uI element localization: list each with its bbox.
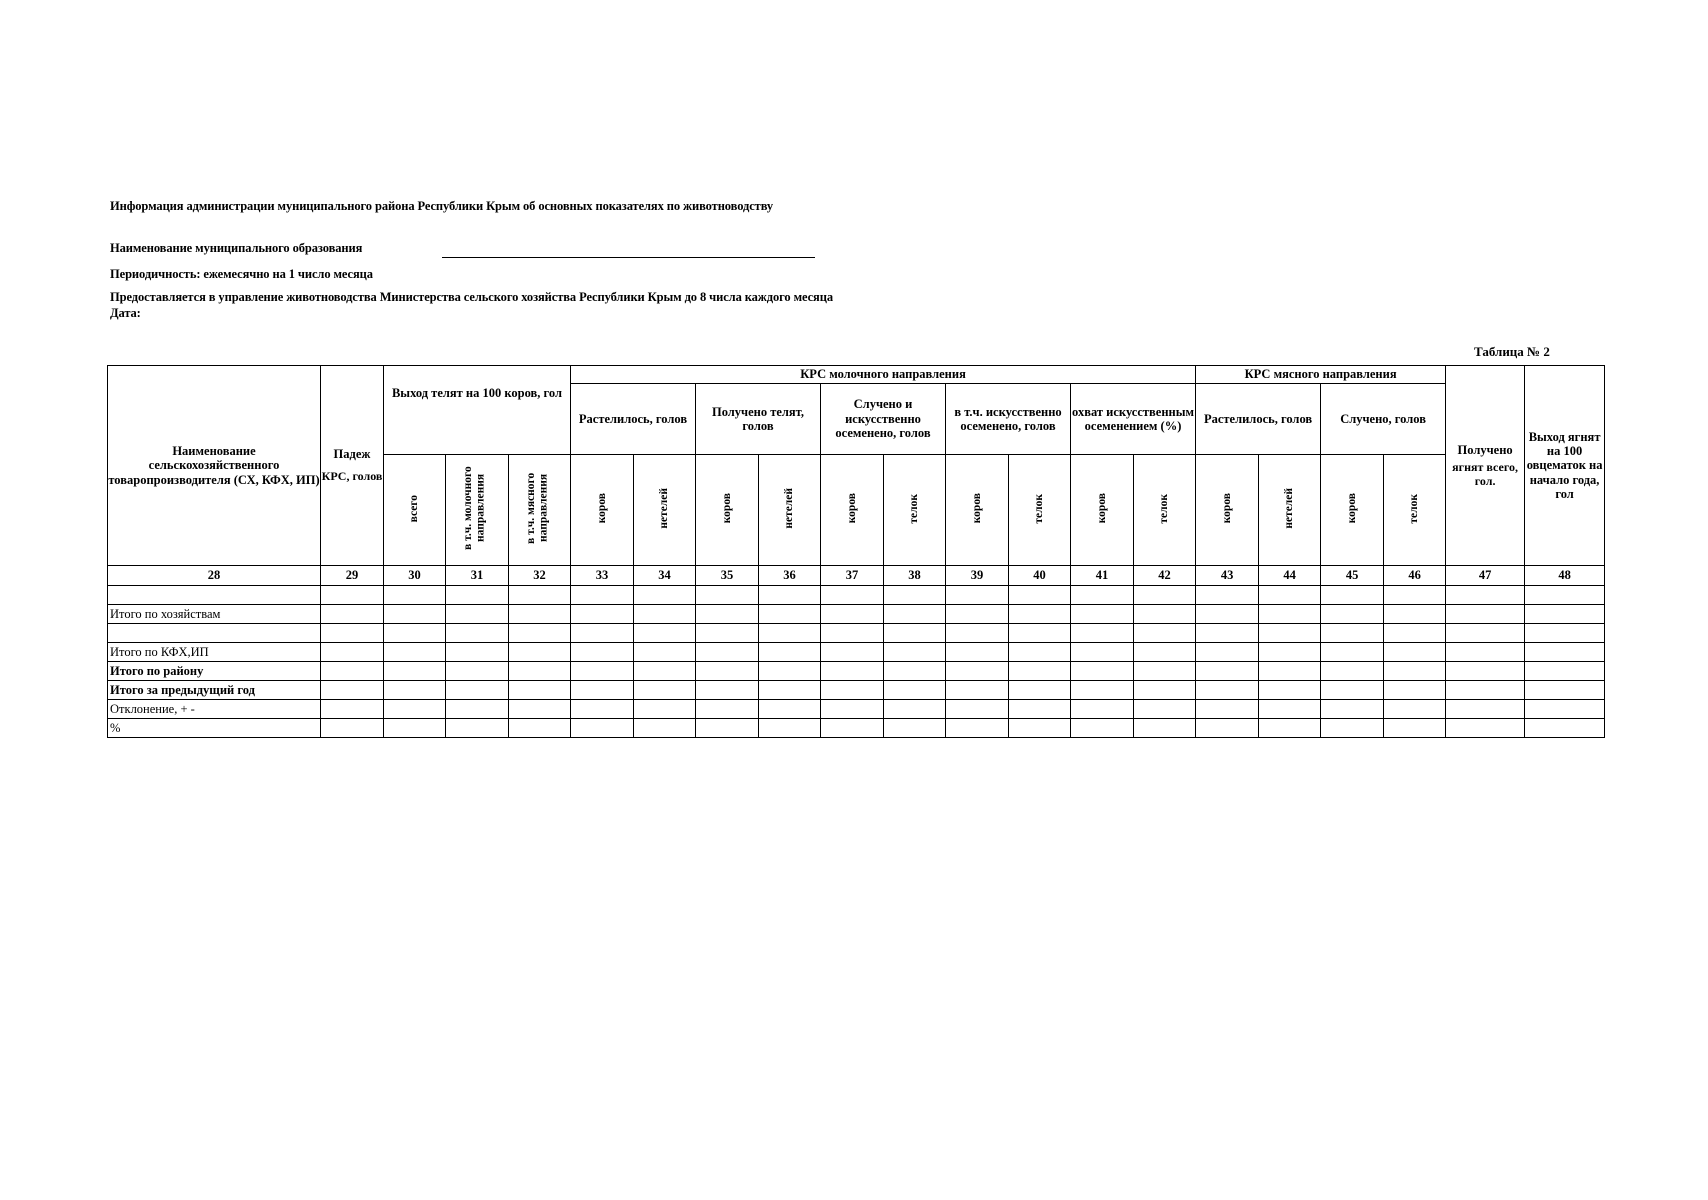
data-cell[interactable] — [1321, 586, 1384, 605]
data-cell[interactable] — [571, 624, 634, 643]
table-row — [108, 605, 1605, 624]
data-cell[interactable] — [696, 624, 759, 643]
data-cell[interactable] — [884, 586, 946, 605]
column-number-cell: 32 — [509, 566, 571, 586]
data-cell[interactable] — [759, 624, 821, 643]
subheader-total — [384, 455, 446, 566]
data-cell[interactable] — [384, 605, 446, 624]
data-cell[interactable] — [1009, 643, 1071, 662]
header-calves-received: Получено телят, голов — [696, 384, 821, 455]
data-cell[interactable] — [946, 643, 1009, 662]
header-producer — [108, 366, 321, 566]
data-cell[interactable] — [821, 643, 884, 662]
data-cell[interactable] — [1134, 624, 1196, 643]
subheader-cows-43 — [1196, 455, 1259, 566]
data-cell[interactable] — [884, 605, 946, 624]
data-cell[interactable] — [1525, 643, 1605, 662]
data-cell[interactable] — [321, 586, 384, 605]
row-label — [108, 586, 321, 605]
data-cell[interactable] — [509, 700, 571, 719]
data-cell[interactable] — [1259, 643, 1321, 662]
data-cell[interactable] — [1321, 662, 1384, 681]
subheader-cows-41 — [1071, 455, 1134, 566]
data-cell[interactable] — [696, 605, 759, 624]
data-cell[interactable] — [1321, 700, 1384, 719]
data-cell[interactable] — [759, 662, 821, 681]
data-cell[interactable] — [1525, 586, 1605, 605]
livestock-table — [107, 365, 1605, 738]
data-cell[interactable] — [1071, 643, 1134, 662]
subheader-cows-text: коров — [970, 493, 983, 524]
column-number-cell: 37 — [821, 566, 884, 586]
subheader-cows-text: коров — [595, 493, 608, 524]
data-cell[interactable] — [634, 700, 696, 719]
data-cell[interactable] — [1321, 624, 1384, 643]
data-cell[interactable] — [1196, 700, 1259, 719]
data-cell[interactable] — [384, 586, 446, 605]
column-number-cell: 36 — [759, 566, 821, 586]
header-incl-artificial: в т.ч. искусственно осеменено, голов — [946, 384, 1071, 455]
data-cell[interactable] — [884, 624, 946, 643]
data-cell[interactable] — [1259, 605, 1321, 624]
subheader-cows-text: коров — [1095, 493, 1108, 524]
data-cell[interactable] — [1071, 624, 1134, 643]
subheader-cows-45 — [1321, 455, 1384, 566]
header-beef-calved: Растелилось, голов — [1196, 384, 1321, 455]
subheader-heifers-text: нетелей — [1283, 487, 1296, 529]
data-cell[interactable] — [571, 605, 634, 624]
subheader-heifers-text: нетелей — [783, 487, 796, 529]
header-calf-yield — [384, 366, 571, 455]
data-cell[interactable] — [696, 700, 759, 719]
data-cell[interactable] — [1259, 586, 1321, 605]
data-cell[interactable] — [321, 605, 384, 624]
data-cell[interactable] — [1259, 624, 1321, 643]
data-cell[interactable] — [1384, 681, 1446, 700]
data-cell[interactable] — [1525, 719, 1605, 738]
data-cell[interactable] — [946, 624, 1009, 643]
header-lambs-line1: Получено — [1457, 442, 1513, 457]
data-cell[interactable] — [1196, 681, 1259, 700]
data-cell[interactable] — [1259, 681, 1321, 700]
data-cell[interactable] — [759, 719, 821, 738]
municipality-name-label: Наименование муниципального образования — [110, 241, 363, 255]
data-cell[interactable] — [384, 681, 446, 700]
column-number-cell: 43 — [1196, 566, 1259, 586]
data-cell[interactable] — [759, 681, 821, 700]
table-row — [108, 624, 1605, 643]
column-number-cell: 40 — [1009, 566, 1071, 586]
data-cell[interactable] — [1259, 719, 1321, 738]
data-cell[interactable] — [946, 662, 1009, 681]
column-number-cell: 35 — [696, 566, 759, 586]
data-cell[interactable] — [509, 643, 571, 662]
subheader-calves-text: телок — [1408, 493, 1421, 524]
subheader-dairy — [446, 455, 509, 566]
column-number-cell: 33 — [571, 566, 634, 586]
data-cell[interactable] — [1009, 662, 1071, 681]
column-number-cell: 38 — [884, 566, 946, 586]
data-cell[interactable] — [1384, 719, 1446, 738]
data-cell[interactable] — [1525, 662, 1605, 681]
subheader-heifers-34 — [634, 455, 696, 566]
column-number-cell: 47 — [1446, 566, 1525, 586]
data-cell[interactable] — [634, 662, 696, 681]
data-cell[interactable] — [571, 719, 634, 738]
data-cell[interactable] — [1384, 605, 1446, 624]
row-label: Итого за предыдущий год — [108, 681, 321, 700]
data-cell[interactable] — [321, 624, 384, 643]
date-label: Дата: — [110, 306, 141, 320]
data-cell[interactable] — [1134, 586, 1196, 605]
table-row — [108, 586, 1605, 605]
data-cell[interactable] — [759, 586, 821, 605]
data-cell[interactable] — [1196, 662, 1259, 681]
data-cell[interactable] — [634, 586, 696, 605]
table-row — [108, 662, 1605, 681]
data-cell[interactable] — [696, 719, 759, 738]
data-cell[interactable] — [1446, 662, 1525, 681]
data-cell[interactable] — [696, 586, 759, 605]
data-cell[interactable] — [509, 662, 571, 681]
table-row — [108, 700, 1605, 719]
data-cell[interactable] — [384, 719, 446, 738]
row-label: Итого по хозяйствам — [108, 605, 321, 624]
header-lamb-yield — [1525, 366, 1605, 566]
data-cell[interactable] — [1196, 624, 1259, 643]
data-cell[interactable] — [509, 605, 571, 624]
data-cell[interactable] — [321, 719, 384, 738]
subheader-calves-text: телок — [908, 493, 921, 524]
data-cell[interactable] — [509, 586, 571, 605]
data-cell[interactable] — [1134, 643, 1196, 662]
data-cell[interactable] — [1009, 605, 1071, 624]
data-cell[interactable] — [696, 662, 759, 681]
data-cell[interactable] — [1446, 605, 1525, 624]
data-cell[interactable] — [1446, 624, 1525, 643]
data-cell[interactable] — [1259, 700, 1321, 719]
table-row — [108, 643, 1605, 662]
subheader-total-text: всего — [408, 494, 421, 522]
data-cell[interactable] — [821, 586, 884, 605]
submission-text: Предоставляется в управление животноводства Министерства сельского хозяйства Республики Крым до 8 числа каждого месяца — [110, 290, 833, 304]
data-cell[interactable] — [571, 681, 634, 700]
data-cell[interactable] — [1446, 586, 1525, 605]
header-beef-mated: Случено, голов — [1321, 384, 1446, 455]
header-coverage-artificial: охват искусственным осеменением (%) — [1071, 384, 1196, 455]
subheader-heifers-text: нетелей — [658, 487, 671, 529]
data-cell[interactable] — [634, 643, 696, 662]
data-cell[interactable] — [321, 662, 384, 681]
data-cell[interactable] — [884, 719, 946, 738]
data-cell[interactable] — [884, 700, 946, 719]
data-cell[interactable] — [384, 643, 446, 662]
subheader-beef — [509, 455, 571, 566]
header-calved: Растелилось, голов — [571, 384, 696, 455]
data-cell[interactable] — [946, 605, 1009, 624]
document-title: Информация администрации муниципального района Республики Крым об основных показателях по животноводству — [110, 199, 774, 213]
header-dairy-group: КРС молочного направления — [571, 366, 1196, 384]
data-cell[interactable] — [321, 643, 384, 662]
data-cell[interactable] — [1134, 719, 1196, 738]
header-mated-artificial: Случено и искусственно осеменено, голов — [821, 384, 946, 455]
data-cell[interactable] — [384, 662, 446, 681]
data-cell[interactable] — [446, 643, 509, 662]
data-cell[interactable] — [1009, 719, 1071, 738]
subheader-calves-38 — [884, 455, 946, 566]
data-cell[interactable] — [1009, 700, 1071, 719]
column-number-cell: 34 — [634, 566, 696, 586]
data-cell[interactable] — [884, 643, 946, 662]
data-cell[interactable] — [321, 681, 384, 700]
data-cell[interactable] — [821, 681, 884, 700]
subheader-heifers-36 — [759, 455, 821, 566]
column-number-cell: 28 — [108, 566, 321, 586]
subheader-cows-37 — [821, 455, 884, 566]
subheader-beef-text: в т.ч. мясного направления — [524, 472, 550, 544]
data-cell[interactable] — [884, 662, 946, 681]
column-number-cell: 41 — [1071, 566, 1134, 586]
periodicity-text: Периодичность: ежемесячно на 1 число месяца — [110, 267, 373, 281]
data-cell[interactable] — [821, 662, 884, 681]
subheader-cows-35 — [696, 455, 759, 566]
data-cell[interactable] — [759, 643, 821, 662]
data-cell[interactable] — [1009, 624, 1071, 643]
column-number-cell: 30 — [384, 566, 446, 586]
subheader-calves-42 — [1134, 455, 1196, 566]
row-label: % — [108, 719, 321, 738]
subheader-cows-text: коров — [1220, 493, 1233, 524]
data-cell[interactable] — [1446, 643, 1525, 662]
data-cell[interactable] — [634, 719, 696, 738]
data-cell[interactable] — [1134, 605, 1196, 624]
data-cell[interactable] — [1321, 681, 1384, 700]
data-cell[interactable] — [446, 681, 509, 700]
data-cell[interactable] — [1009, 586, 1071, 605]
row-label: Итого по району — [108, 662, 321, 681]
data-cell[interactable] — [1196, 586, 1259, 605]
table-row — [108, 681, 1605, 700]
data-cell[interactable] — [571, 643, 634, 662]
data-cell[interactable] — [1525, 681, 1605, 700]
subheader-calves-40 — [1009, 455, 1071, 566]
data-cell[interactable] — [1134, 662, 1196, 681]
data-cell[interactable] — [1321, 643, 1384, 662]
data-cell[interactable] — [1446, 700, 1525, 719]
municipality-name-field[interactable] — [442, 257, 815, 258]
subheader-dairy-text: в т.ч. молочного направления — [462, 466, 487, 551]
column-number-cell: 42 — [1134, 566, 1196, 586]
header-loss-line2: КРС, голов — [321, 468, 383, 483]
subheader-cows-33 — [571, 455, 634, 566]
column-number-cell: 45 — [1321, 566, 1384, 586]
data-cell[interactable] — [1446, 681, 1525, 700]
data-cell[interactable] — [1134, 681, 1196, 700]
data-cell[interactable] — [509, 719, 571, 738]
data-cell[interactable] — [509, 624, 571, 643]
subheader-heifers-44 — [1259, 455, 1321, 566]
column-number-cell: 44 — [1259, 566, 1321, 586]
column-number-cell: 48 — [1525, 566, 1605, 586]
data-cell[interactable] — [1071, 586, 1134, 605]
subheader-cows-text: коров — [1345, 493, 1358, 524]
subheader-calves-text: телок — [1033, 493, 1046, 524]
data-cell[interactable] — [696, 643, 759, 662]
data-cell[interactable] — [384, 700, 446, 719]
data-cell[interactable] — [1384, 700, 1446, 719]
data-cell[interactable] — [446, 586, 509, 605]
column-number-cell: 39 — [946, 566, 1009, 586]
data-cell[interactable] — [446, 719, 509, 738]
data-cell[interactable] — [1321, 605, 1384, 624]
data-cell[interactable] — [1525, 605, 1605, 624]
data-cell[interactable] — [446, 605, 509, 624]
data-cell[interactable] — [1525, 700, 1605, 719]
row-label: Итого по КФХ,ИП — [108, 643, 321, 662]
data-cell[interactable] — [1071, 681, 1134, 700]
table-body — [108, 586, 1605, 738]
subheader-cows-text: коров — [845, 493, 858, 524]
data-cell[interactable] — [696, 681, 759, 700]
row-label: Отклонение, + - — [108, 700, 321, 719]
data-cell[interactable] — [321, 700, 384, 719]
data-cell[interactable] — [1321, 719, 1384, 738]
data-cell[interactable] — [1446, 719, 1525, 738]
data-cell[interactable] — [1525, 624, 1605, 643]
data-cell[interactable] — [759, 700, 821, 719]
data-cell[interactable] — [634, 681, 696, 700]
subheader-cows-text: коров — [720, 493, 733, 524]
data-cell[interactable] — [946, 586, 1009, 605]
data-cell[interactable] — [1196, 605, 1259, 624]
column-number-cell: 31 — [446, 566, 509, 586]
data-cell[interactable] — [759, 605, 821, 624]
data-cell[interactable] — [946, 700, 1009, 719]
data-cell[interactable] — [1071, 719, 1134, 738]
data-cell[interactable] — [509, 681, 571, 700]
data-cell[interactable] — [1071, 662, 1134, 681]
header-loss — [321, 366, 384, 566]
header-lambs-line2: ягнят всего, гол. — [1452, 459, 1518, 488]
column-number-row — [108, 566, 1605, 586]
header-calf-yield-text: Выход телят на 100 коров, гол — [391, 386, 563, 400]
column-number-cell: 46 — [1384, 566, 1446, 586]
header-lambs-received — [1446, 366, 1525, 566]
data-cell[interactable] — [446, 700, 509, 719]
data-cell[interactable] — [571, 662, 634, 681]
subheader-calves-text: телок — [1158, 493, 1171, 524]
data-cell[interactable] — [1071, 700, 1134, 719]
data-cell[interactable] — [1259, 662, 1321, 681]
header-lamb-yield-text: Выход ягнят на 100 овцематок на начало года, гол — [1526, 429, 1603, 502]
data-cell[interactable] — [821, 700, 884, 719]
row-label — [108, 624, 321, 643]
data-cell[interactable] — [446, 662, 509, 681]
table-row — [108, 719, 1605, 738]
data-cell[interactable] — [634, 624, 696, 643]
header-loss-line1: Падеж — [333, 447, 371, 462]
data-cell[interactable] — [1384, 624, 1446, 643]
header-beef-group: КРС мясного направления — [1196, 366, 1446, 384]
data-cell[interactable] — [634, 605, 696, 624]
data-cell[interactable] — [384, 624, 446, 643]
data-cell[interactable] — [1071, 605, 1134, 624]
data-cell[interactable] — [821, 719, 884, 738]
data-cell[interactable] — [446, 624, 509, 643]
data-cell[interactable] — [1384, 643, 1446, 662]
data-cell[interactable] — [1009, 681, 1071, 700]
data-cell[interactable] — [821, 605, 884, 624]
column-number-cell: 29 — [321, 566, 384, 586]
data-cell[interactable] — [1134, 700, 1196, 719]
data-cell[interactable] — [884, 681, 946, 700]
data-cell[interactable] — [571, 586, 634, 605]
data-cell[interactable] — [1196, 719, 1259, 738]
data-cell[interactable] — [1384, 662, 1446, 681]
data-cell[interactable] — [1384, 586, 1446, 605]
data-cell[interactable] — [571, 700, 634, 719]
data-cell[interactable] — [1196, 643, 1259, 662]
table-number: Таблица № 2 — [1474, 344, 1550, 359]
data-cell[interactable] — [946, 681, 1009, 700]
subheader-cows-39 — [946, 455, 1009, 566]
data-cell[interactable] — [946, 719, 1009, 738]
header-producer-text: Наименование сельскохозяйственного товаропроизводителя (СХ, КФХ, ИП) — [108, 443, 320, 487]
data-cell[interactable] — [821, 624, 884, 643]
subheader-calves-46 — [1384, 455, 1446, 566]
